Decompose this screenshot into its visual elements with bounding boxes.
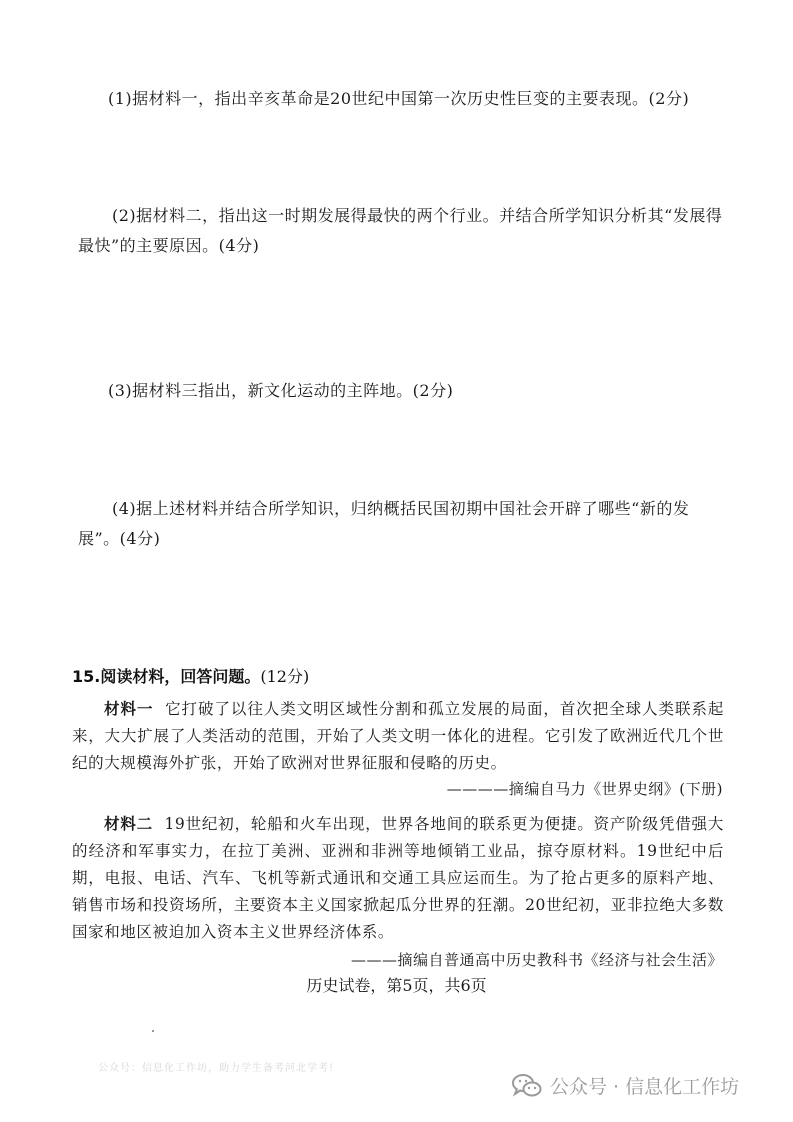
question-1: (1)据材料一，指出辛亥革命是20世纪中国第一次历史性巨变的主要表现。(2分): [108, 89, 690, 108]
question-15-score: (12分): [260, 667, 310, 686]
question-15-title: [72, 664, 309, 690]
material-2: [72, 811, 724, 946]
watermark-small: 公众号：信息化工作坊，助力学生备考河北学考!: [98, 1063, 335, 1074]
question-15-heading: 15.阅读材料，回答问题。: [72, 667, 261, 686]
wechat-icon: [512, 1073, 542, 1099]
watermark-brand: [512, 1072, 739, 1099]
material-1-text: 它打破了以往人类文明区域性分割和孤立发展的局面，首次把全球人类联系起来，大大扩展了人类活动的范围，开始了人类文明一体化的进程。它引发了欧洲近代几个世纪的大规模海外扩张，开始了欧洲对世界征服和侵略的历史。: [72, 700, 724, 772]
material-1-source: ————摘编自马力《世界史纲》(下册): [446, 780, 723, 798]
material-1: [72, 696, 724, 777]
material-2-text: 19世纪初，轮船和火车出现，世界各地间的联系更为便捷。资产阶级凭借强大的经济和军事实力，在拉丁美洲、亚洲和非洲等地倾销工业品，掠夺原材料。19世纪中后期，电报、电话、汽车、飞机等新式通讯和交通工具应运而生。为了抢占更多的原料产地、销售市场和投资场所，主要资本主义国家掀起瓜分世界的狂潮。20世纪初，亚非拉绝大多数国家和地区被迫加入资本主义世界经济体系。: [72, 815, 724, 941]
question-3: (3)据材料三指出，新文化运动的主阵地。(2分): [108, 381, 454, 400]
material-1-label: 材料一: [104, 700, 154, 718]
page-footer: 历史试卷，第5页，共6页: [306, 976, 487, 995]
question-2: (2)据材料二，指出这一时期发展得最快的两个行业。并结合所学知识分析其“发展得最快”的主要原因。(4分): [78, 206, 723, 255]
watermark-brand-text: 公众号 · 信息化工作坊: [550, 1076, 740, 1098]
material-2-source: ———摘编自普通高中历史教科书《经济与社会生活》: [350, 951, 723, 969]
scan-mark: [152, 1030, 154, 1032]
question-4: (4)据上述材料并结合所学知识，归纳概括民国初期中国社会开辟了哪些“新的发展”。(4分): [78, 499, 690, 548]
material-2-label: 材料二: [104, 815, 153, 833]
